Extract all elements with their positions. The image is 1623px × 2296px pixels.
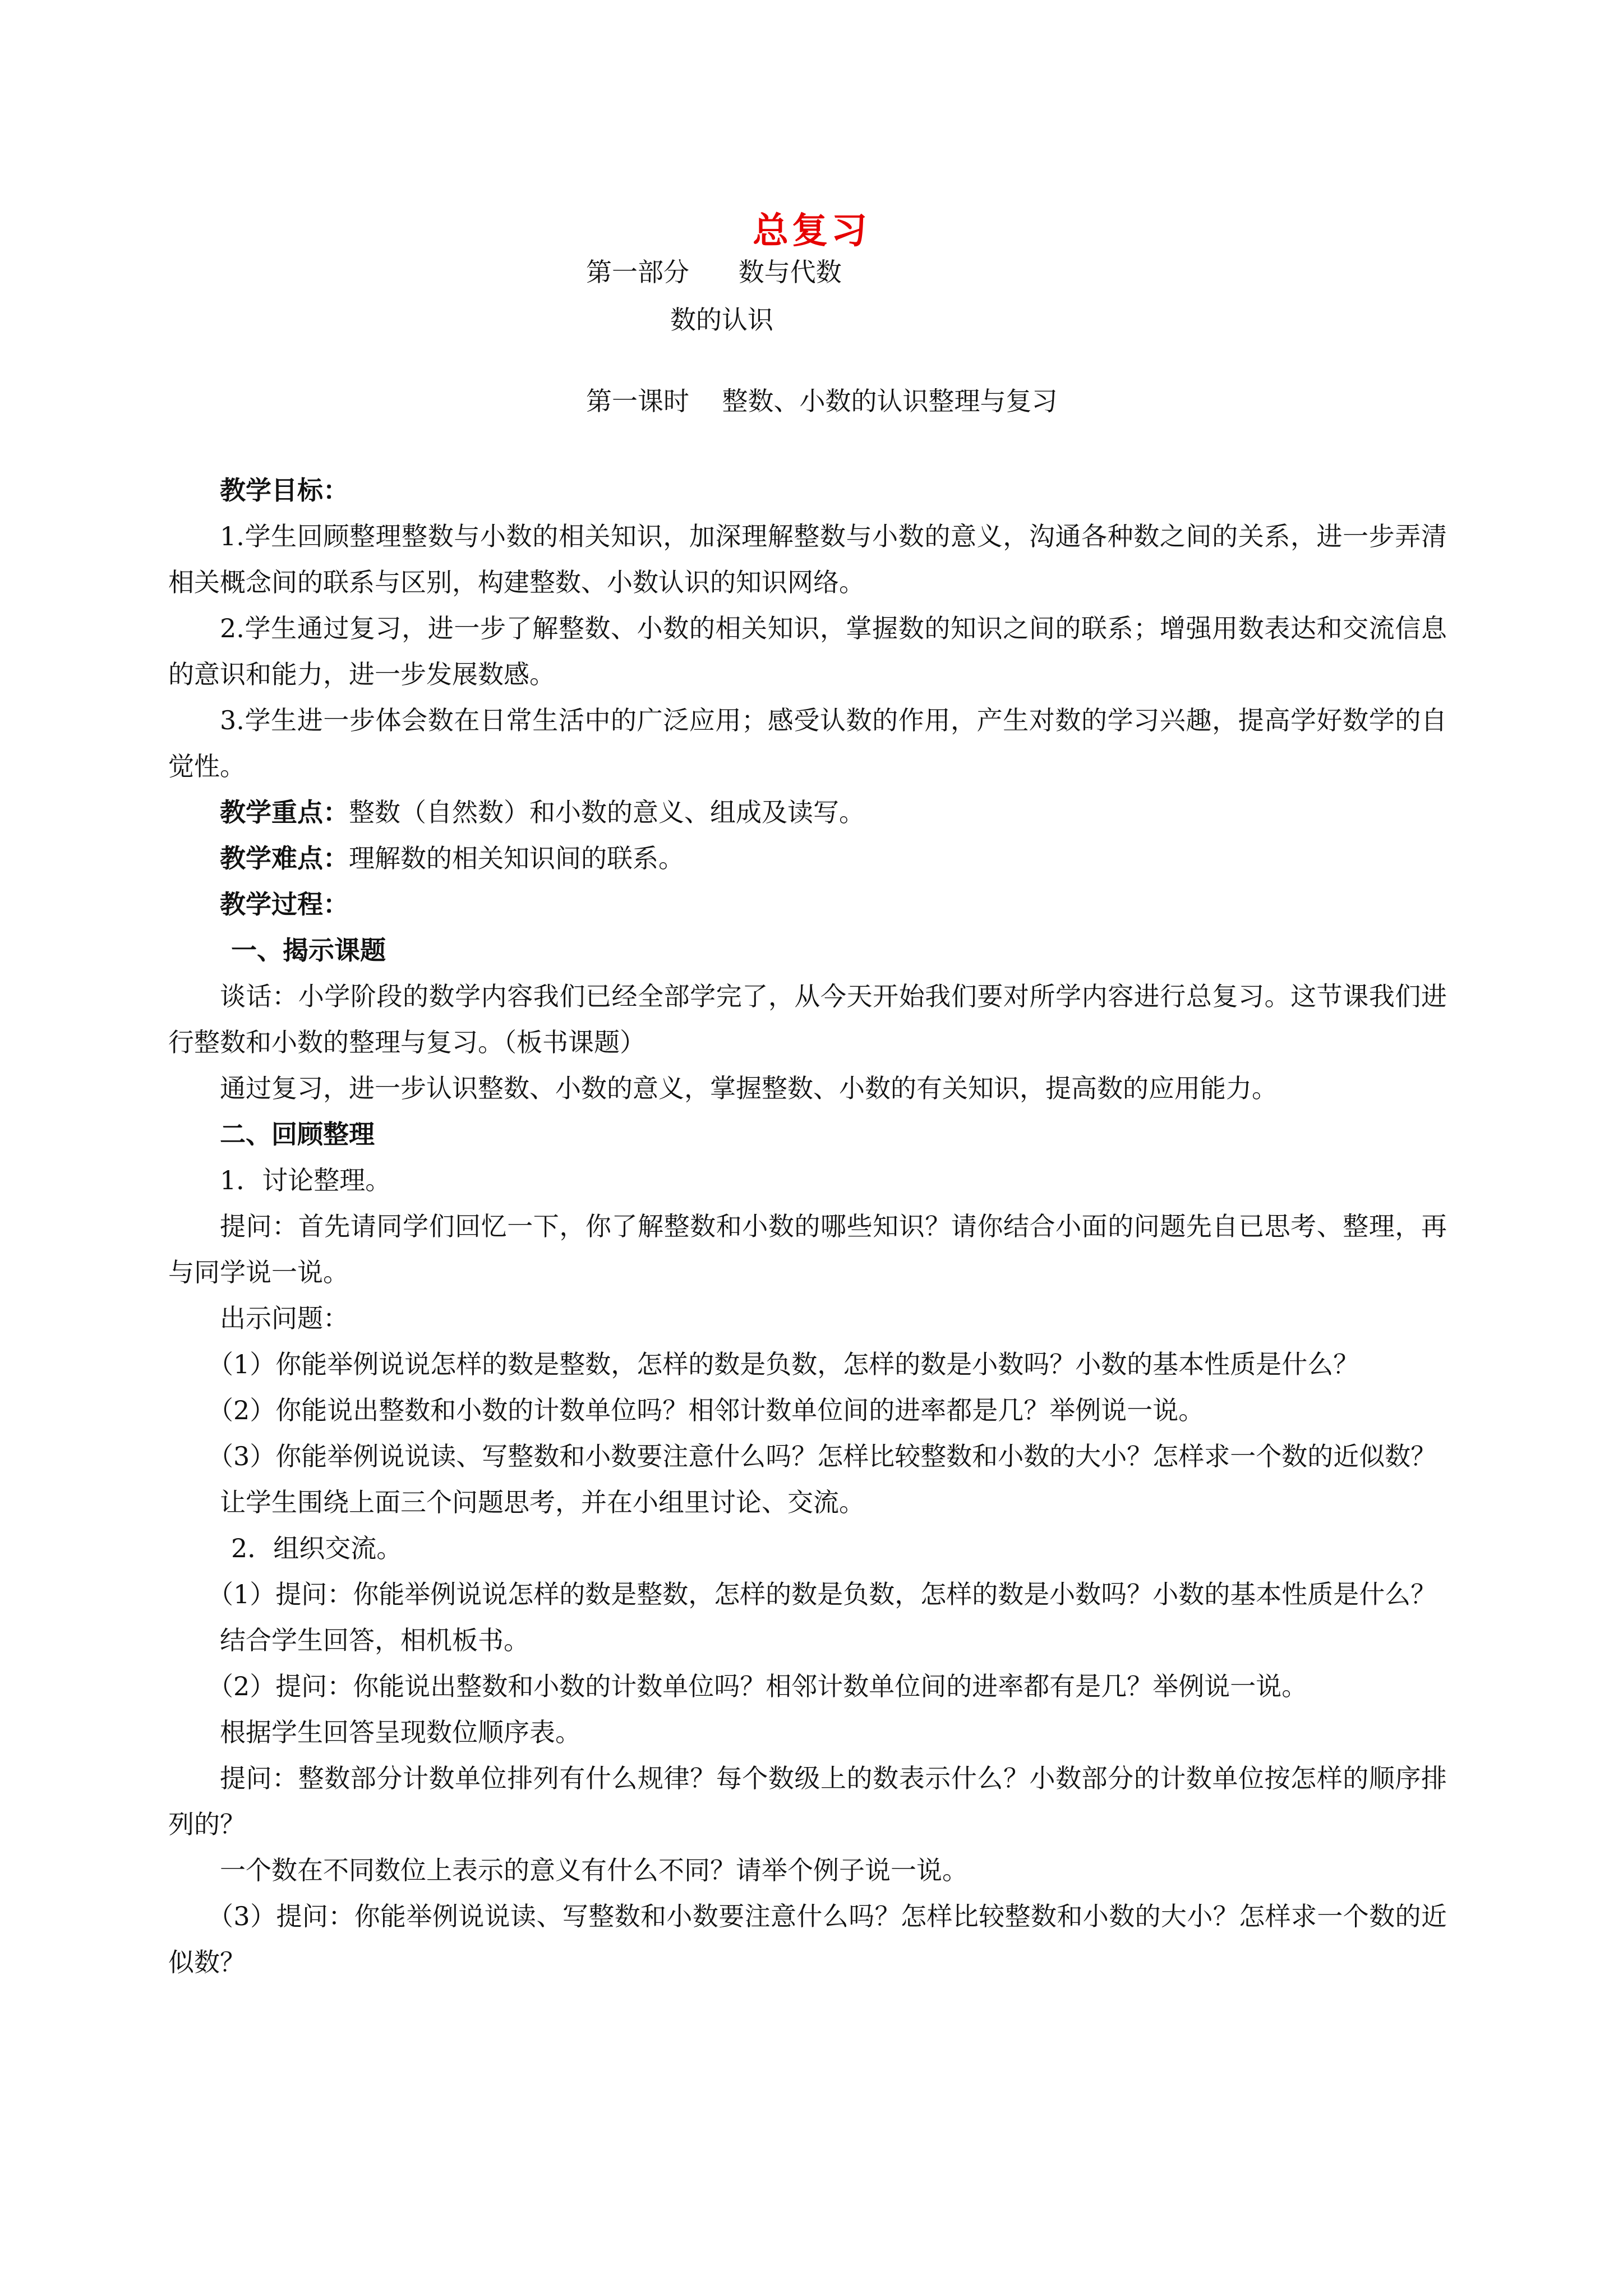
objective-item: 1.学生回顾整理整数与小数的相关知识，加深理解整数与小数的意义，沟通各种数之间的关系，进一步弄清相关概念间的联系与区别，构建整数、小数认识的知识网络。 [168,521,1447,597]
question-item: （2）你能说出整数和小数的计数单位吗？相邻计数单位间的进率都是几？举例说一说。 [208,1395,1205,1425]
objective-item: 3.学生进一步体会数在日常生活中的广泛应用；感受认数的作用，产生对数的学习兴趣，提高学好数学的自觉性。 [168,705,1447,781]
paragraph: 谈话：小学阶段的数学内容我们已经全部学完了，从今天开始我们要对所学内容进行总复习。这节课我们进行整数和小数的整理与复习。（板书课题） [168,981,1447,1057]
paragraph: 2．组织交流。 [231,1533,403,1563]
difficulty-label: 教学难点： [220,843,349,873]
page-title: 总复习 [753,210,870,252]
paragraph: 根据学生回答呈现数位顺序表。 [220,1717,581,1747]
paragraph: 提问：首先请同学们回忆一下，你了解整数和小数的哪些知识？请你结合小面的问题先自已思考、整理，再与同学说一说。 [168,1211,1447,1287]
key-point-text: 整数（自然数）和小数的意义、组成及读写。 [349,797,865,827]
unit-heading: 数的认识 [670,305,773,335]
paragraph: 提问：整数部分计数单位排列有什么规律？每个数级上的数表示什么？小数部分的计数单位按怎样的顺序排列的？ [168,1763,1447,1839]
lesson-heading: 第一课时 整数、小数的认识整理与复习 [586,386,1058,416]
paragraph: 出示问题： [220,1303,349,1333]
paragraph: 通过复习，进一步认识整数、小数的意义，掌握整数、小数的有关知识，提高数的应用能力。 [220,1073,1278,1103]
answer-item: （2）提问：你能说出整数和小数的计数单位吗？相邻计数单位间的进率都有是几？举例说一说。 [208,1671,1308,1701]
question-item: （3）你能举例说说读、写整数和小数要注意什么吗？怎样比较整数和小数的大小？怎样求一个数的近似数？ [208,1441,1437,1471]
paragraph: 一个数在不同数位上表示的意义有什么不同？请举个例子说一说。 [220,1855,968,1885]
paragraph: 结合学生回答，相机板书。 [220,1625,529,1655]
paragraph: 1．讨论整理。 [220,1165,391,1195]
key-point [168,789,1447,835]
answer-item: （1）提问：你能举例说说怎样的数是整数，怎样的数是负数，怎样的数是小数吗？小数的基本性质是什么？ [208,1579,1437,1609]
section-heading-2: 二、回顾整理 [220,1119,375,1149]
paragraph: 让学生围绕上面三个问题思考，并在小组里讨论、交流。 [220,1487,865,1517]
part-heading: 第一部分 数与代数 [586,257,842,287]
objective-item: 2.学生通过复习，进一步了解整数、小数的相关知识，掌握数的知识之间的联系；增强用数表达和交流信息的意识和能力，进一步发展数感。 [168,613,1447,689]
question-item: （1）你能举例说说怎样的数是整数，怎样的数是负数，怎样的数是小数吗？小数的基本性质是什么？ [208,1349,1359,1379]
difficulty-text: 理解数的相关知识间的联系。 [349,843,684,873]
key-point-label: 教学重点： [220,797,349,827]
process-label: 教学过程： [220,889,349,919]
difficulty [168,835,1447,881]
document-body [168,467,1447,1985]
objectives-label: 教学目标： [220,475,349,505]
answer-item: （3）提问：你能举例说说读、写整数和小数要注意什么吗？怎样比较整数和小数的大小？怎样求一个数的近似数？ [168,1901,1447,1977]
section-heading-1: 一、揭示课题 [231,935,386,965]
